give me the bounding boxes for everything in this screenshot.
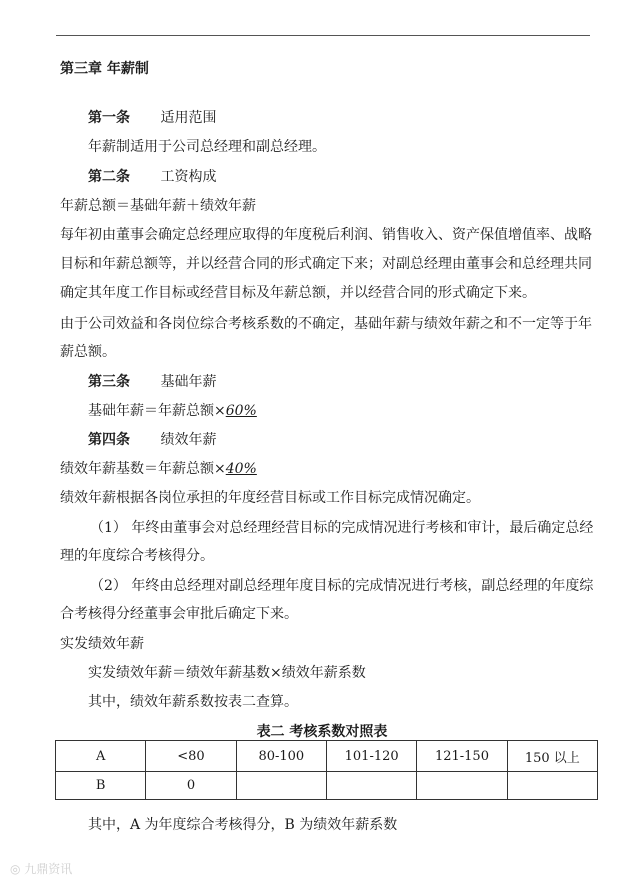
scope-text: 年薪制适用于公司总经理和副总经理。 [88, 139, 326, 155]
perf-description: 绩效年薪根据各岗位承担的年度经营目标或工作目标完成情况确定。 [60, 490, 480, 506]
header-rule [56, 35, 590, 36]
paragraph-2-line-2: 薪总额。 [60, 344, 116, 360]
percentage-value: 40% [225, 461, 257, 477]
table-footnote: 其中，A 为年度综合考核得分，B 为绩效年薪系数 [88, 817, 398, 833]
article-4-heading [88, 430, 216, 450]
actual-perf-formula: 实发绩效年薪＝绩效年薪基数×绩效年薪系数 [88, 665, 366, 681]
table-cell: 150 以上 [507, 741, 597, 772]
table-cell [236, 772, 326, 800]
watermark-logo-icon: ◎ [10, 862, 25, 876]
table-caption: 表二 考核系数对照表 [256, 724, 388, 740]
watermark [10, 860, 72, 877]
table-cell: 0 [146, 772, 236, 800]
paragraph-1-line-3: 确定其年度工作目标或经营目标及年薪总额，并以经营合同的形式确定下来。 [60, 285, 536, 301]
table-cell [417, 772, 507, 800]
table-cell: A [56, 741, 146, 772]
article-title: 适用范围 [160, 110, 217, 126]
article-title: 工资构成 [160, 169, 217, 185]
item-2-line-2: 合考核得分经董事会审批后确定下来。 [60, 606, 298, 622]
lookup-note: 其中，绩效年薪系数按表二查算。 [88, 694, 298, 710]
base-salary-formula [88, 401, 257, 421]
article-title: 基础年薪 [160, 374, 217, 390]
article-title: 绩效年薪 [160, 432, 217, 448]
actual-perf-title: 实发绩效年薪 [60, 636, 144, 652]
paragraph-1-line-1: 每年初由董事会确定总经理应取得的年度税后利润、销售收入、资产保值增值率、战略 [60, 227, 592, 243]
table-cell: 101-120 [326, 741, 416, 772]
table-cell [326, 772, 416, 800]
formula-text: 基础年薪＝年薪总额× [88, 403, 226, 419]
percentage-value: 60% [225, 403, 257, 419]
item-2-line-1: （2） 年终由总经理对副总经理年度目标的完成情况进行考核，副总经理的年度综 [90, 578, 594, 594]
perf-base-formula [60, 459, 257, 479]
paragraph-1-line-2: 目标和年薪总额等，并以经营合同的形式确定下来；对副总经理由董事会和总经理共同 [60, 256, 592, 272]
table-cell: <80 [146, 741, 236, 772]
formula-text: 绩效年薪基数＝年薪总额× [60, 461, 226, 477]
article-3-heading [88, 372, 216, 392]
article-2-heading [88, 167, 216, 187]
item-1-line-2: 理的年度综合考核得分。 [60, 548, 214, 564]
formula-total: 年薪总额＝基础年薪＋绩效年薪 [60, 198, 256, 214]
item-1-line-1: （1） 年终由董事会对总经理经营目标的完成情况进行考核和审计，最后确定总经 [90, 520, 594, 536]
chapter-title: 第三章 年薪制 [60, 61, 149, 77]
article-label: 第四条 [88, 432, 130, 448]
coefficient-table [55, 740, 598, 800]
watermark-text: 九鼎资讯 [24, 862, 73, 876]
table-cell [507, 772, 597, 800]
table-row [56, 772, 598, 800]
article-label: 第三条 [88, 374, 130, 390]
article-label: 第一条 [88, 110, 130, 126]
table-cell: 121-150 [417, 741, 507, 772]
article-1-heading [88, 108, 216, 128]
table-row [56, 741, 598, 772]
article-label: 第二条 [88, 169, 130, 185]
table-cell: 80-100 [236, 741, 326, 772]
table-cell: B [56, 772, 146, 800]
paragraph-2-line-1: 由于公司效益和各岗位综合考核系数的不确定，基础年薪与绩效年薪之和不一定等于年 [60, 316, 592, 332]
